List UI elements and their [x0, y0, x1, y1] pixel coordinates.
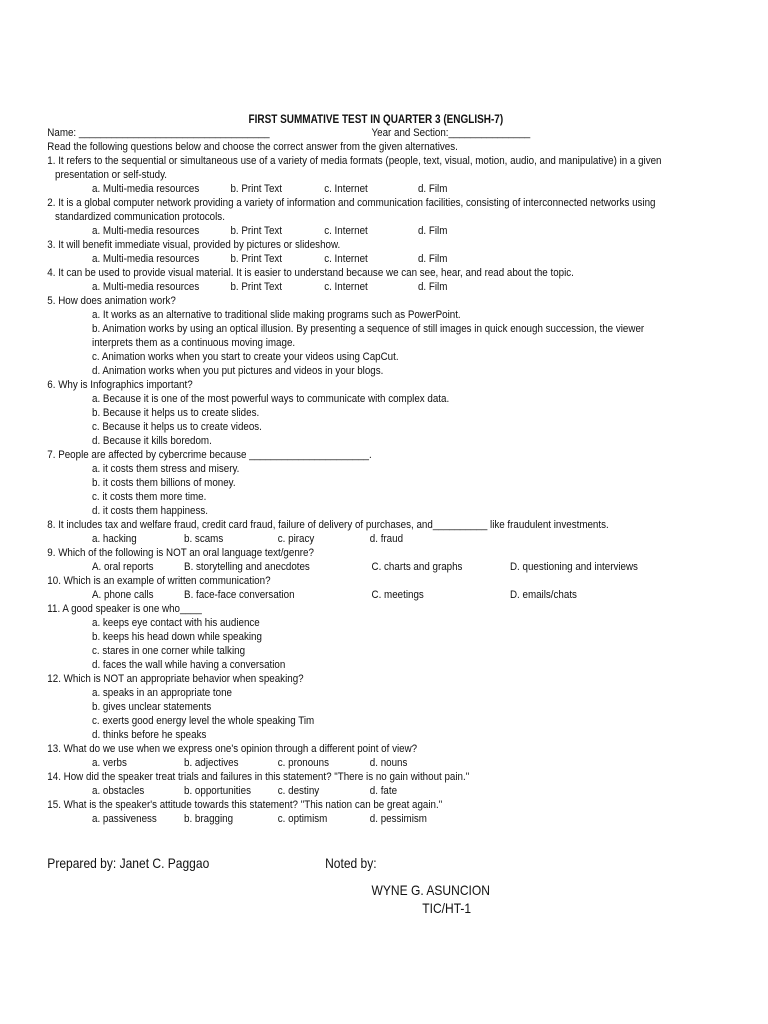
- choice-b: B. face-face conversation: [184, 589, 295, 601]
- choice-c: c. exerts good energy level the whole speaking Tim: [92, 715, 315, 727]
- choice-b: b. adjectives: [184, 757, 239, 769]
- choice-b: b. Print Text: [230, 253, 283, 265]
- question-4: 4. It can be used to provide visual material. It is easier to understand because we can see, hear, and read about the topic.: [47, 267, 574, 279]
- choice-d: d. Animation works when you put pictures and videos in your blogs.: [92, 365, 384, 377]
- choice-b: b. Because it helps us to create slides.: [92, 407, 260, 419]
- choice-c: C. meetings: [371, 589, 424, 601]
- choice-a: A. phone calls: [92, 589, 154, 601]
- choice-c: c. optimism: [277, 813, 328, 825]
- signatory-name: WYNE G. ASUNCION: [371, 882, 490, 898]
- choice-b: b. Animation works by using an optical illusion. By presenting a sequence of still images in quick enough succession, the viewer: [92, 323, 645, 335]
- question-5: 5. How does animation work?: [47, 295, 176, 307]
- choice-a: a. Because it is one of the most powerful ways to communicate with complex data.: [92, 393, 450, 405]
- choice-d: D. emails/chats: [509, 589, 577, 601]
- choice-c: c. Because it helps us to create videos.: [92, 421, 262, 433]
- choice-c: C. charts and graphs: [371, 561, 463, 573]
- choice-b-continued: interprets them as a continuous moving image.: [92, 337, 296, 349]
- choice-b: b. Print Text: [230, 281, 283, 293]
- question-1-continued: presentation or self-study.: [55, 169, 168, 181]
- question-15: 15. What is the speaker's attitude towards this statement? "This nation can be great again.": [47, 799, 443, 811]
- choice-b: b. Print Text: [230, 183, 283, 195]
- choice-d: D. questioning and interviews: [509, 561, 638, 573]
- question-12: 12. Which is NOT an appropriate behavior when speaking?: [47, 673, 304, 685]
- question-2-continued: standardized communication protocols.: [55, 211, 225, 223]
- choice-b: b. gives unclear statements: [92, 701, 212, 713]
- question-1: 1. It refers to the sequential or simultaneous use of a variety of media formats (people, text, visual, motion, audio, and manipulative) in a given: [47, 155, 662, 167]
- choice-d: d. Film: [417, 183, 448, 195]
- choice-a: A. oral reports: [92, 561, 154, 573]
- question-3: 3. It will benefit immediate visual, provided by pictures or slideshow.: [47, 239, 341, 251]
- choice-a: a. speaks in an appropriate tone: [92, 687, 232, 699]
- choice-c: c. Internet: [324, 225, 368, 237]
- instructions: Read the following questions below and choose the correct answer from the given alternatives.: [47, 141, 458, 153]
- choice-d: d. Film: [417, 253, 448, 265]
- choice-a: a. Multi-media resources: [92, 281, 200, 293]
- choice-d: d. Because it kills boredom.: [92, 435, 212, 447]
- choice-b: b. Print Text: [230, 225, 283, 237]
- choice-b: b. it costs them billions of money.: [92, 477, 236, 489]
- noted-by: Noted by:: [325, 855, 377, 871]
- choice-d: d. fraud: [369, 533, 404, 545]
- choice-d: d. faces the wall while having a conversation: [92, 659, 286, 671]
- question-13: 13. What do we use when we express one's opinion through a different point of view?: [47, 743, 418, 755]
- question-8: 8. It includes tax and welfare fraud, credit card fraud, failure of delivery of purchases, and__________ like fraudulent investments.: [47, 519, 609, 531]
- year-section-label: Year and Section:_______________: [371, 127, 531, 139]
- choice-b: b. opportunities: [184, 785, 252, 797]
- choice-a: a. Multi-media resources: [92, 183, 200, 195]
- choice-c: c. stares in one corner while talking: [92, 645, 246, 657]
- choice-a: a. obstacles: [92, 785, 145, 797]
- choice-d: d. Film: [417, 225, 448, 237]
- choice-a: a. Multi-media resources: [92, 225, 200, 237]
- choice-c: c. destiny: [277, 785, 320, 797]
- question-7: 7. People are affected by cybercrime because ______________________.: [47, 449, 372, 461]
- choice-a: a. it costs them stress and misery.: [92, 463, 240, 475]
- choice-c: c. Animation works when you start to create your videos using CapCut.: [92, 351, 399, 363]
- choice-d: d. thinks before he speaks: [92, 729, 207, 741]
- name-field-label: Name: ___________________________________: [47, 127, 270, 139]
- choice-a: a. passiveness: [92, 813, 157, 825]
- question-9: 9. Which of the following is NOT an oral language text/genre?: [47, 547, 314, 559]
- choice-b: B. storytelling and anecdotes: [184, 561, 310, 573]
- choice-a: a. hacking: [92, 533, 137, 545]
- choice-b: b. bragging: [184, 813, 234, 825]
- choice-a: a. keeps eye contact with his audience: [92, 617, 260, 629]
- question-2: 2. It is a global computer network providing a variety of information and communication facilities, consisting of interconnected networks using: [47, 197, 656, 209]
- choice-d: d. nouns: [369, 757, 408, 769]
- question-14: 14. How did the speaker treat trials and failures in this statement? "There is no gain without pain.": [47, 771, 470, 783]
- choice-d: d. Film: [417, 281, 448, 293]
- choice-d: d. it costs them happiness.: [92, 505, 208, 517]
- page-title: FIRST SUMMATIVE TEST IN QUARTER 3 (ENGLISH-7): [248, 113, 504, 126]
- choice-a: a. verbs: [92, 757, 127, 769]
- choice-b: b. keeps his head down while speaking: [92, 631, 262, 643]
- question-10: 10. Which is an example of written communication?: [47, 575, 271, 587]
- signatory-title: TIC/HT-1: [422, 900, 472, 916]
- question-6: 6. Why is Infographics important?: [47, 379, 193, 391]
- choice-d: d. pessimism: [369, 813, 427, 825]
- question-11: 11. A good speaker is one who____: [47, 603, 202, 615]
- choice-c: c. Internet: [324, 281, 368, 293]
- choice-a: a. Multi-media resources: [92, 253, 200, 265]
- choice-c: c. Internet: [324, 253, 368, 265]
- choice-c: c. pronouns: [277, 757, 329, 769]
- choice-c: c. piracy: [277, 533, 315, 545]
- choice-c: c. it costs them more time.: [92, 491, 207, 503]
- prepared-by: Prepared by: Janet C. Paggao: [47, 855, 210, 871]
- choice-d: d. fate: [369, 785, 398, 797]
- choice-c: c. Internet: [324, 183, 368, 195]
- choice-b: b. scams: [184, 533, 224, 545]
- choice-a: a. It works as an alternative to traditional slide making programs such as PowerPoint.: [92, 309, 461, 321]
